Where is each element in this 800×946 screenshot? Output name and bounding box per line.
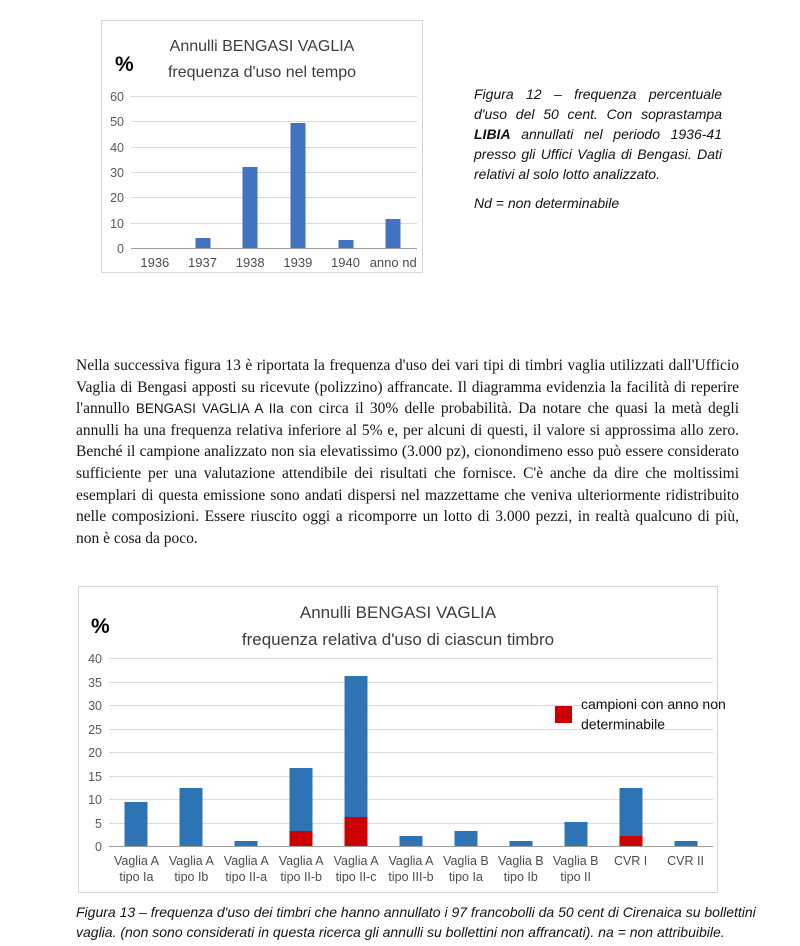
bar-vaglia-a-tipo-ii-b	[290, 768, 313, 846]
figure13-caption: Figura 13 – frequenza d'uso dei timbri che hanno annullato i 97 francobolli da 50 cent di Cirenaica su bollettini vaglia. (non sono considerati in questa ricerca gli annulli su bollettini non affrancati). na = non attribuibile.	[76, 904, 756, 940]
bar-segment	[180, 788, 203, 846]
paragraph-text: Nella successiva figura 13 è riportata la frequenza d'uso dei vari tipi di timbri vaglia utilizzati dall'Ufficio Vaglia di Bengasi apposti su ricevute (polizzino) affrancate. Il diagramma evidenzia la facilità di reperire l'annullo	[76, 357, 739, 418]
bar-segment	[195, 238, 210, 248]
chart-title-line1: Annulli BENGASI VAGLIA	[299, 603, 497, 622]
y-axis-tick-label: 10	[110, 216, 124, 231]
legend-label: campioni con anno non determinabile	[581, 696, 726, 732]
bar-slot	[493, 658, 548, 884]
x-axis-label-line: 1939	[283, 255, 313, 270]
y-axis-tick-label: 5	[95, 816, 102, 831]
x-axis-category-label	[114, 853, 159, 885]
bar-1938	[243, 167, 258, 248]
x-axis-label-line: tipo Ia	[119, 870, 154, 884]
y-axis-tick-label: 30	[88, 699, 102, 713]
y-axis-tick-label: 10	[88, 793, 102, 807]
x-axis-category-label	[443, 853, 489, 885]
x-axis-category-label	[236, 255, 265, 271]
x-axis-label-line: tipo II-c	[335, 870, 377, 884]
bar-vaglia-b-tipo-ii	[564, 822, 587, 846]
body-paragraph	[76, 355, 739, 549]
bar-slot	[384, 658, 439, 884]
bar-slot	[548, 658, 603, 884]
y-axis-tick-label: 60	[110, 90, 124, 104]
bar-segment	[290, 831, 313, 846]
y-axis-unit-label: %	[115, 53, 134, 76]
bar-slot	[603, 658, 658, 868]
x-axis-label-line: 1937	[188, 255, 217, 270]
y-axis-tick-label: 35	[88, 675, 102, 690]
bar-slot	[164, 658, 219, 884]
y-axis-tick-label: 30	[110, 166, 124, 180]
bar-segment	[399, 836, 422, 846]
bar-slot	[369, 96, 417, 270]
bar-vaglia-a-tipo-ia	[125, 802, 148, 846]
y-axis-unit-label: %	[91, 615, 110, 638]
bar-slot	[658, 658, 713, 868]
figure12-chart-title	[102, 34, 422, 86]
x-axis-label-line: tipo Ia	[448, 870, 483, 884]
x-axis-category-label	[169, 853, 214, 885]
bar-vaglia-a-tipo-ii-a	[235, 841, 258, 846]
paragraph-text: con circa il 30% delle probabilità. Da notare che quasi la metà degli annulli ha una frequenza relativa inferiore al 5% e, per alcuni di questi, il valore si approssima allo zero. Benché il campione analizzato non sia elevatissimo (3.000 pz), cionondimeno esso può essere considerato sufficiente per una valutazione attendibile dei risultati che fornisce. C'è anche da dire che moltissimi esemplari di questa emissione sono andati dispersi nel mazzettame che veniva ulteriormente ridistribuito nelle composizioni. Essere riuscito oggi a ricomporre un lotto di 3.000 pezzi, in realtà qualcuno di più, non è cosa da poco.	[76, 400, 740, 547]
x-axis-category-label	[331, 255, 360, 271]
x-axis-label-line: Vaglia A	[333, 854, 379, 868]
bar-vaglia-b-tipo-ia	[454, 831, 477, 846]
bar-vaglia-b-tipo-ib	[509, 841, 532, 846]
bar-segment	[386, 219, 401, 248]
y-axis-tick-label: 40	[110, 140, 124, 155]
x-axis-label-line: tipo II	[560, 870, 591, 884]
chart-legend	[555, 694, 733, 734]
x-axis-category-label	[279, 853, 324, 885]
figure12-plot-area	[110, 90, 417, 270]
bar-slot	[438, 658, 493, 884]
bar-segment	[674, 841, 697, 846]
y-axis-tick-label: 50	[110, 115, 124, 130]
x-axis-label-line: Vaglia B	[497, 854, 544, 868]
bar-cvr-ii	[674, 841, 697, 846]
x-axis-label-line: CVR II	[667, 854, 704, 868]
bar-slots	[109, 658, 713, 884]
x-axis-category-label	[224, 853, 269, 885]
x-axis-category-label	[140, 255, 169, 271]
bar-segment	[290, 123, 305, 248]
bar-anno-nd	[386, 219, 401, 248]
x-axis-category-label	[334, 853, 379, 885]
bar-segment	[125, 802, 148, 846]
x-axis-category-label	[498, 853, 544, 885]
figure12-caption	[474, 84, 722, 213]
bar-segment	[619, 836, 642, 846]
y-axis-tick-label: 20	[88, 746, 102, 760]
y-axis-tick-label: 15	[88, 769, 102, 784]
x-axis-category-label	[667, 853, 704, 869]
bar-vaglia-a-tipo-ib	[180, 788, 203, 846]
legend-red-swatch	[555, 706, 572, 723]
x-axis-category-label	[283, 255, 312, 271]
bar-1937	[195, 238, 210, 248]
bar-segment	[243, 167, 258, 248]
chart-title-line1: Annulli BENGASI VAGLIA	[169, 38, 355, 55]
y-axis-tick-label: 0	[95, 840, 102, 854]
x-axis-category-label	[553, 853, 599, 885]
chart-title-line2: frequenza d'uso nel tempo	[167, 64, 357, 81]
caption-text: annullati nel periodo 1936-41 presso gli Uffici Vaglia di Bengasi. Dati relativi al solo lotto analizzato.	[474, 126, 722, 182]
caption-text: Figura 12 – frequenza percentuale d'uso del 50 cent. Con soprastampa	[474, 86, 722, 122]
x-axis-label-line: Vaglia A	[278, 854, 324, 868]
x-axis-label-line: Vaglia A	[223, 854, 269, 868]
y-axis-tick-label: 0	[117, 242, 124, 256]
x-axis-label-line: Vaglia A	[388, 854, 434, 868]
bar-slot	[219, 658, 274, 884]
x-axis-label-line: 1938	[235, 255, 265, 270]
x-axis-label-line: 1936	[140, 255, 170, 270]
cancel-name-inline: BENGASI VAGLIA A IIa	[135, 401, 284, 417]
chart-title-line2: frequenza relativa d'uso di ciascun timbro	[241, 630, 555, 649]
bar-segment	[564, 822, 587, 846]
y-axis-tick-label: 20	[110, 191, 124, 206]
bar-vaglia-a-tipo-ii-c	[345, 676, 368, 846]
bar-segment	[338, 240, 353, 248]
x-axis-label-line: anno nd	[369, 255, 417, 270]
x-axis-label-line: Vaglia B	[443, 854, 489, 868]
y-axis-tick-label: 40	[88, 652, 102, 666]
x-axis-label-line: CVR I	[613, 854, 648, 868]
bar-slot	[274, 96, 322, 270]
x-axis-category-label	[614, 853, 647, 869]
bar-segment	[509, 841, 532, 846]
bar-cvr-i	[619, 788, 642, 846]
bar-slot	[109, 658, 164, 884]
figure12-caption-note: Nd = non determinabile	[474, 195, 620, 211]
bar-1939	[290, 123, 305, 248]
bar-slot	[226, 96, 274, 270]
bar-slots	[131, 96, 417, 270]
figure12-caption-text	[474, 84, 722, 184]
bar-segment	[290, 768, 313, 831]
x-axis-category-label	[370, 255, 417, 271]
bar-segment	[454, 831, 477, 846]
x-axis-label-line: Vaglia B	[552, 854, 599, 868]
bar-slot	[322, 96, 370, 270]
bar-segment	[345, 676, 368, 817]
bar-slot	[131, 96, 179, 270]
x-axis-label-line: tipo III-b	[388, 870, 434, 884]
x-axis-category-label	[388, 853, 433, 885]
x-axis-label-line: tipo II-b	[280, 870, 323, 884]
figure13-chart-title	[79, 599, 717, 653]
bar-1940	[338, 240, 353, 248]
bar-slot	[274, 658, 329, 884]
figure13-plot-area	[88, 652, 713, 884]
bar-slot	[329, 658, 384, 884]
figure12-chart	[101, 20, 423, 273]
bar-slot	[179, 96, 227, 270]
y-axis-tick-label: 25	[88, 722, 102, 737]
figure13-chart	[78, 586, 726, 893]
x-axis-label-line: 1940	[331, 255, 360, 270]
bar-segment	[619, 788, 642, 836]
x-axis-label-line: tipo II-a	[225, 870, 268, 884]
x-axis-label-line: tipo Ib	[503, 870, 538, 884]
x-axis-label-line: tipo Ib	[174, 870, 209, 884]
x-axis-label-line: Vaglia A	[113, 854, 159, 868]
caption-bold-word: LIBIA	[474, 126, 511, 142]
bar-vaglia-a-tipo-iii-b	[399, 836, 422, 846]
x-axis-label-line: Vaglia A	[168, 854, 214, 868]
bar-segment	[235, 841, 258, 846]
bar-segment	[345, 817, 368, 846]
x-axis-category-label	[188, 255, 217, 271]
